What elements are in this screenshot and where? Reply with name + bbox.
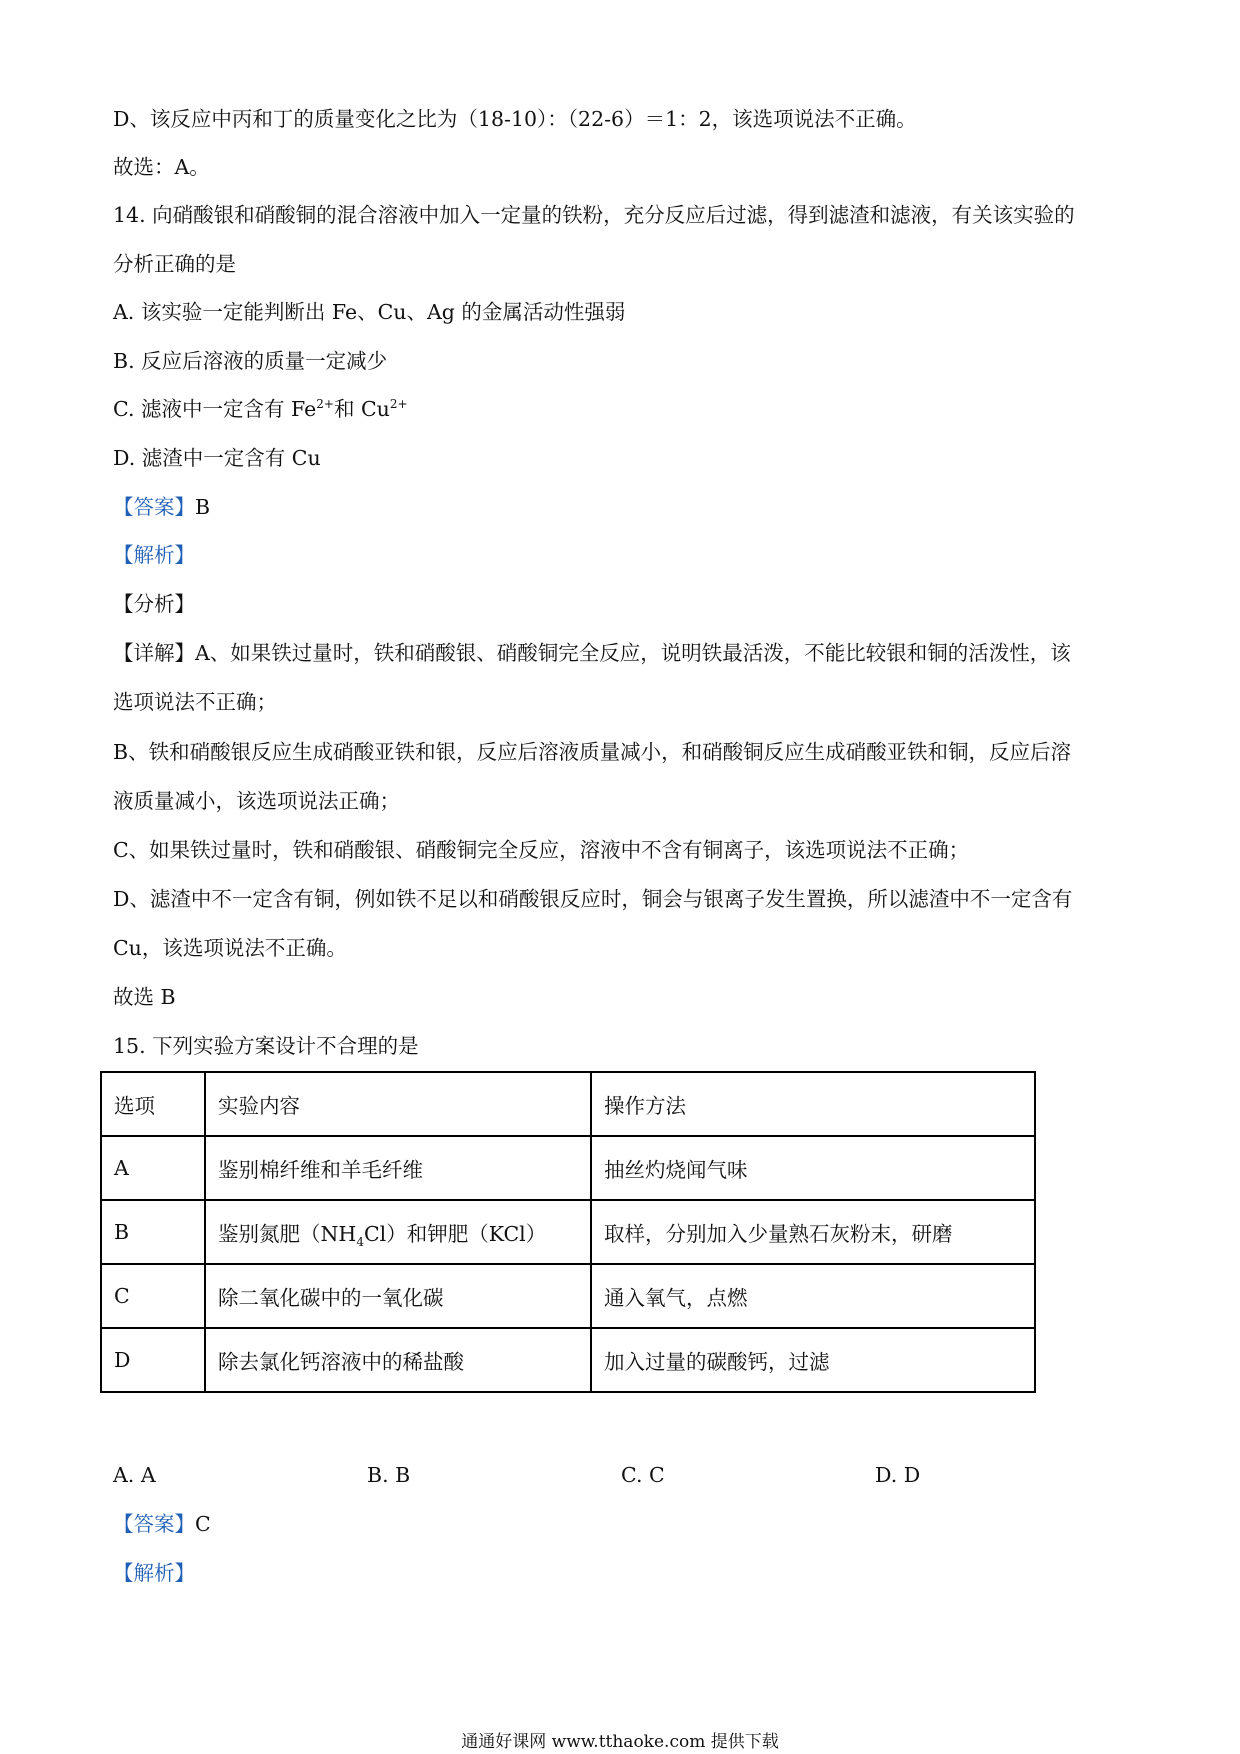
q14-detail-a-line2: 选项说法不正确； (113, 690, 277, 714)
q15-stem: 15. 下列实验方案设计不合理的是 (113, 1034, 419, 1058)
table-row (101, 1136, 1035, 1200)
row-method: 取样，分别加入少量熟石灰粉末，研磨 (591, 1200, 1035, 1264)
prev-option-d-text: D、该反应中丙和丁的质量变化之比为（18-10）：（22-6）＝1：2，该选项说法不正确。 (113, 107, 917, 131)
q14-detail-d-line1: D、滤渣中不一定含有铜，例如铁不足以和硝酸银反应时，铜会与银离子发生置换，所以滤渣中不一定含有 (113, 887, 1073, 911)
cu-charge: 2+ (389, 397, 408, 412)
q14-option-c-mid: 和 Cu (333, 397, 390, 421)
q15-choice-a: A. A (113, 1463, 156, 1487)
q14-conclusion: 故选 B (113, 985, 176, 1009)
q15-choice-c: C. C (621, 1463, 665, 1487)
q14-detail-a-line1 (113, 638, 1133, 668)
q14-detail-d-line2: Cu，该选项说法不正确。 (113, 936, 347, 960)
q15-answer (113, 1509, 1133, 1539)
q14-option-d: D. 滤渣中一定含有 Cu (113, 446, 321, 470)
q14-analysis-tag: 【解析】 (113, 543, 195, 567)
row-option: C (101, 1264, 205, 1328)
q15-choice-b: B. B (367, 1463, 411, 1487)
detail-a-text: A、如果铁过量时，铁和硝酸银、硝酸铜完全反应，说明铁最活泼，不能比较银和铜的活泼性，该 (195, 641, 1071, 665)
table-header-row (101, 1072, 1035, 1136)
row-method: 通入氧气，点燃 (591, 1264, 1035, 1328)
row-option: D (101, 1328, 205, 1392)
table-row (101, 1264, 1035, 1328)
row-content: 除去氯化钙溶液中的稀盐酸 (205, 1328, 591, 1392)
row-content-pre: 鉴别氮肥（NH (218, 1222, 357, 1246)
table-row (101, 1200, 1035, 1264)
answer-tag: 【答案】 (113, 495, 195, 519)
row-option: A (101, 1136, 205, 1200)
q14-fenxi-tag: 【分析】 (113, 592, 195, 616)
prev-conclusion: 故选：A。 (113, 155, 210, 179)
row-content (205, 1200, 591, 1264)
q14-option-c (113, 394, 1133, 424)
q14-stem-line1: 14. 向硝酸银和硝酸铜的混合溶液中加入一定量的铁粉，充分反应后过滤，得到滤渣和滤液，有关该实验的 (113, 203, 1075, 227)
q14-option-a: A. 该实验一定能判断出 Fe、Cu、Ag 的金属活动性强弱 (113, 300, 626, 324)
header-content: 实验内容 (205, 1072, 591, 1136)
q14-detail-b-line1: B、铁和硝酸银反应生成硝酸亚铁和银，反应后溶液质量减小，和硝酸铜反应生成硝酸亚铁和铜，反应后溶 (113, 740, 1072, 764)
q14-answer (113, 492, 1133, 522)
row-content-post: Cl）和钾肥（KCl） (363, 1222, 547, 1246)
row-option: B (101, 1200, 205, 1264)
answer-tag: 【答案】 (113, 1512, 195, 1536)
q14-stem-line2: 分析正确的是 (113, 252, 236, 276)
detail-tag: 【详解】 (113, 641, 195, 665)
page-footer: 通通好课网 www.tthaoke.com 提供下载 (461, 1732, 779, 1752)
q14-detail-c: C、如果铁过量时，铁和硝酸银、硝酸铜完全反应，溶液中不含有铜离子，该选项说法不正确； (113, 838, 970, 862)
q15-options-table (100, 1071, 1036, 1393)
table-row (101, 1328, 1035, 1392)
q15-choice-d: D. D (875, 1463, 921, 1487)
ammonium-subscript: 4 (356, 1235, 364, 1250)
q14-option-c-pre: C. 滤液中一定含有 Fe (113, 397, 317, 421)
header-method: 操作方法 (591, 1072, 1035, 1136)
row-method: 加入过量的碳酸钙，过滤 (591, 1328, 1035, 1392)
q15-analysis-tag: 【解析】 (113, 1561, 195, 1585)
answer-value: B (195, 495, 211, 519)
row-content: 除二氧化碳中的一氧化碳 (205, 1264, 591, 1328)
row-content: 鉴别棉纤维和羊毛纤维 (205, 1136, 591, 1200)
header-option: 选项 (101, 1072, 205, 1136)
q14-detail-b-line2: 液质量减小，该选项说法正确； (113, 789, 400, 813)
fe-charge: 2+ (316, 397, 334, 412)
answer-value: C (195, 1512, 211, 1536)
q14-option-b: B. 反应后溶液的质量一定减少 (113, 349, 388, 373)
row-method: 抽丝灼烧闻气味 (591, 1136, 1035, 1200)
